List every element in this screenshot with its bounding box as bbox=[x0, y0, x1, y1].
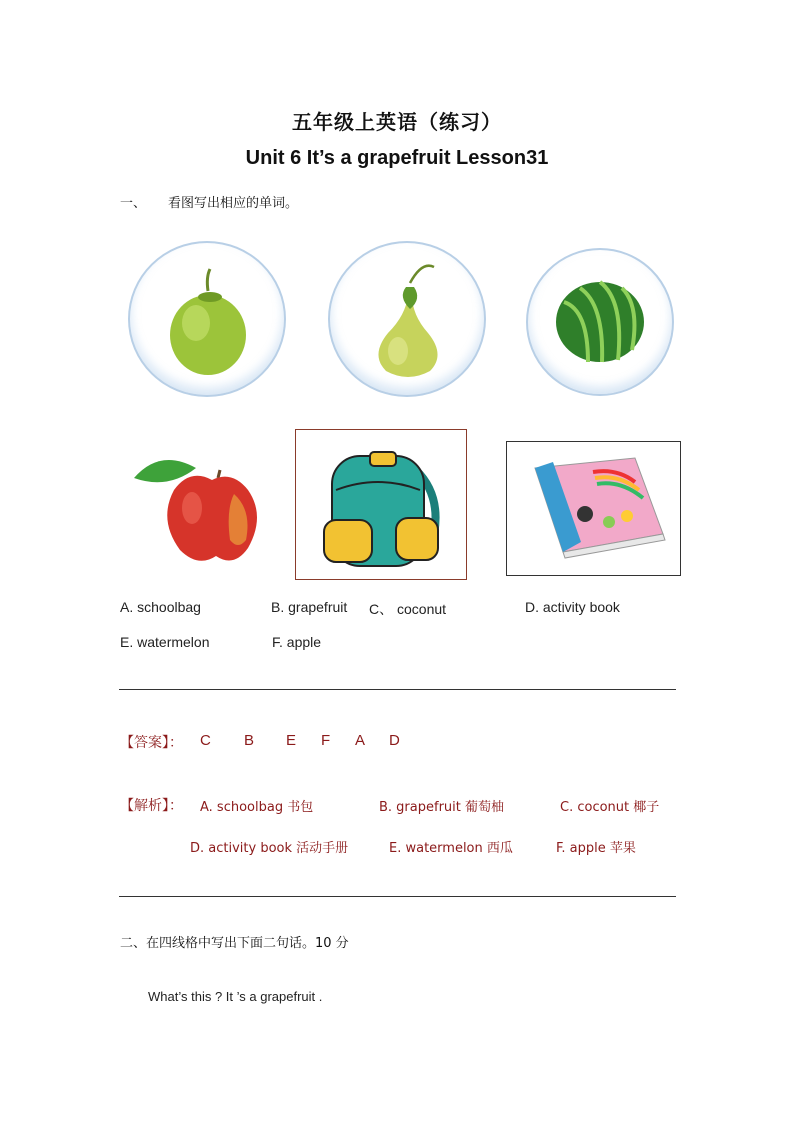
explanation-item: F. apple 苹果 bbox=[556, 841, 636, 856]
option-c: C、 coconut bbox=[369, 601, 447, 617]
explanation-label: 【解析】： bbox=[120, 798, 183, 814]
answer-2: B bbox=[244, 732, 255, 749]
section-1-number: 一、 bbox=[120, 196, 147, 211]
divider bbox=[119, 896, 676, 897]
apple-image bbox=[130, 450, 260, 568]
option-e: E. watermelon bbox=[120, 634, 210, 650]
explanation-item: D. activity book 活动手册 bbox=[190, 841, 349, 856]
section-1-heading bbox=[120, 192, 298, 211]
answer-5: A bbox=[355, 732, 366, 749]
option-d: D. activity book bbox=[525, 599, 620, 615]
explanation-item: C. coconut 椰子 bbox=[560, 800, 660, 815]
answer-1: C bbox=[200, 732, 211, 749]
answer-6: D bbox=[389, 732, 400, 749]
option-a: A. schoolbag bbox=[120, 599, 201, 615]
explanation-item: E. watermelon 西瓜 bbox=[389, 841, 513, 856]
section-2-heading: 二、在四线格中写出下面二句话。10 分 bbox=[120, 936, 349, 951]
activity-book-image bbox=[506, 441, 681, 576]
option-b: B. grapefruit bbox=[271, 599, 348, 615]
book-icon bbox=[507, 442, 680, 575]
answer-3: E bbox=[286, 732, 297, 749]
coconut-image bbox=[128, 241, 286, 397]
grapefruit-image bbox=[328, 241, 486, 397]
page-title: 五年级上英语（练习） bbox=[292, 110, 502, 134]
apple-icon bbox=[130, 450, 260, 568]
watermelon-image bbox=[526, 248, 674, 396]
divider bbox=[119, 689, 676, 690]
option-f: F. apple bbox=[272, 634, 322, 650]
answer-4: F bbox=[321, 732, 331, 749]
answer-label: 【答案】： bbox=[120, 735, 183, 751]
practice-sentence: What’s this ? It ’s a grapefruit . bbox=[148, 989, 323, 1004]
schoolbag-image bbox=[295, 429, 467, 580]
watermelon-icon bbox=[528, 250, 672, 394]
section-1-instruction: 看图写出相应的单词。 bbox=[168, 196, 299, 211]
explanation-item: A. schoolbag 书包 bbox=[200, 800, 314, 815]
pear-icon bbox=[330, 243, 484, 395]
coconut-icon bbox=[130, 243, 284, 395]
explanation-item: B. grapefruit 葡萄柚 bbox=[379, 800, 504, 815]
backpack-icon bbox=[296, 430, 466, 579]
unit-subtitle: Unit 6 It’s a grapefruit Lesson31 bbox=[245, 147, 549, 169]
